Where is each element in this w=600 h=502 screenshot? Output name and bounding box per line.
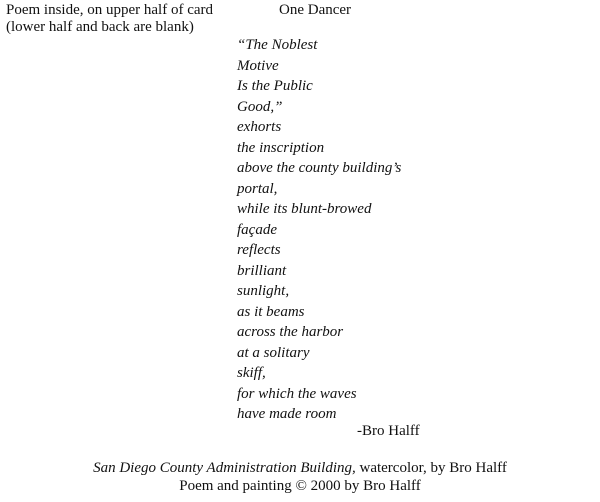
poem-line: while its blunt-browed [237, 201, 372, 217]
artwork-caption [0, 459, 600, 477]
poem-line: sunlight, [237, 283, 290, 299]
poem-body [237, 35, 401, 425]
poem-line: the inscription [237, 139, 325, 156]
layout-note-line-2: (lower half and back are blank) [6, 19, 194, 35]
layout-note [6, 2, 213, 36]
poem-line: at a solitary [237, 344, 310, 361]
poem-line: have made room [237, 406, 337, 422]
poem-line: brilliant [237, 262, 287, 279]
poem-signature: -Bro Halff [357, 423, 420, 439]
poem-line: Good,” [237, 98, 283, 115]
artwork-credit: watercolor, by Bro Halff [355, 460, 507, 476]
layout-note-line-1: Poem inside, on upper half of card [6, 2, 214, 18]
poem-line: “The Noblest [237, 37, 318, 53]
poem-line: above the county building’s [237, 160, 402, 176]
poem-line: across the harbor [237, 324, 344, 340]
poem-line: reflects [237, 242, 281, 258]
poem-line: exhorts [237, 119, 282, 135]
poem-line: façade [237, 221, 277, 238]
poem-title: One Dancer [279, 2, 352, 18]
poem-line: Is the Public [237, 78, 313, 94]
poem-line: portal, [237, 180, 278, 197]
artwork-title: San Diego County Administration Building, [93, 460, 356, 476]
poem-line: as it beams [237, 303, 305, 320]
caption [0, 459, 600, 495]
poem-line: Motive [237, 57, 279, 74]
poem-line: for which the waves [237, 385, 357, 402]
copyright-line: Poem and painting © 2000 by Bro Halff [179, 478, 421, 494]
poem-line: skiff, [237, 365, 266, 381]
